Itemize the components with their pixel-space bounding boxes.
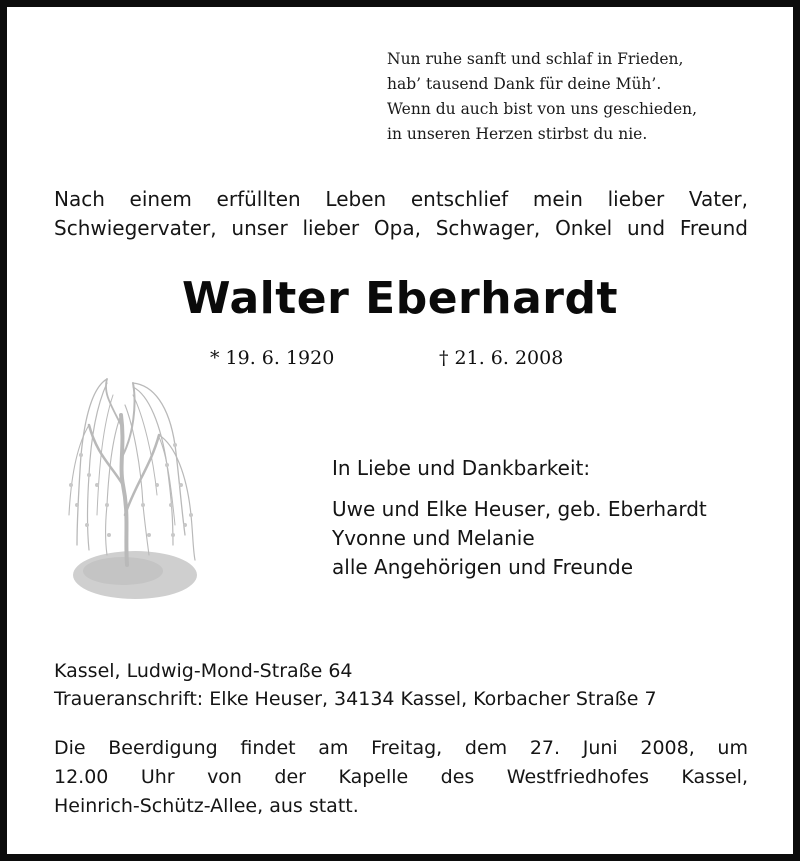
poem-line: in unseren Herzen stirbst du nie. — [387, 125, 648, 143]
mourning-address: Traueranschrift: Elke Heuser, 34134 Kassel, Korbacher Straße 7 — [54, 688, 657, 710]
mourner-name: Uwe und Elke Heuser, geb. Eberhardt — [332, 497, 707, 521]
birth-date: * 19. 6. 1920 — [210, 347, 335, 369]
intro-text — [54, 185, 748, 243]
poem-line: Nun ruhe sanft und schlaf in Frieden, — [387, 50, 684, 68]
willow-tree-icon — [63, 365, 213, 615]
poem-line: Wenn du auch bist von uns geschieden, — [387, 100, 698, 118]
mourner-name: Yvonne und Melanie — [332, 526, 535, 550]
deceased-name: Walter Eberhardt — [182, 273, 618, 324]
mourners-heading: In Liebe und Dankbarkeit: — [332, 456, 591, 480]
funeral-line: Heinrich-Schütz-Allee, aus statt. — [54, 795, 359, 817]
funeral-notice — [54, 734, 748, 821]
address-block — [54, 657, 754, 713]
death-date: † 21. 6. 2008 — [439, 347, 564, 369]
poem — [387, 47, 767, 147]
mourner-name: alle Angehörigen und Freunde — [332, 555, 634, 579]
intro-line: Schwiegervater, unser lieber Opa, Schwager, Onkel und Freund — [54, 216, 748, 240]
residence-address: Kassel, Ludwig-Mond-Straße 64 — [54, 660, 353, 682]
intro-line: Nach einem erfüllten Leben entschlief mein lieber Vater, — [54, 187, 748, 211]
funeral-line: 12.00 Uhr von der Kapelle des Westfriedhofes Kassel, — [54, 766, 748, 788]
funeral-line: Die Beerdigung findet am Freitag, dem 27. Juni 2008, um — [54, 737, 748, 759]
mourners-block — [332, 454, 762, 582]
poem-line: hab’ tausend Dank für deine Müh’. — [387, 75, 662, 93]
